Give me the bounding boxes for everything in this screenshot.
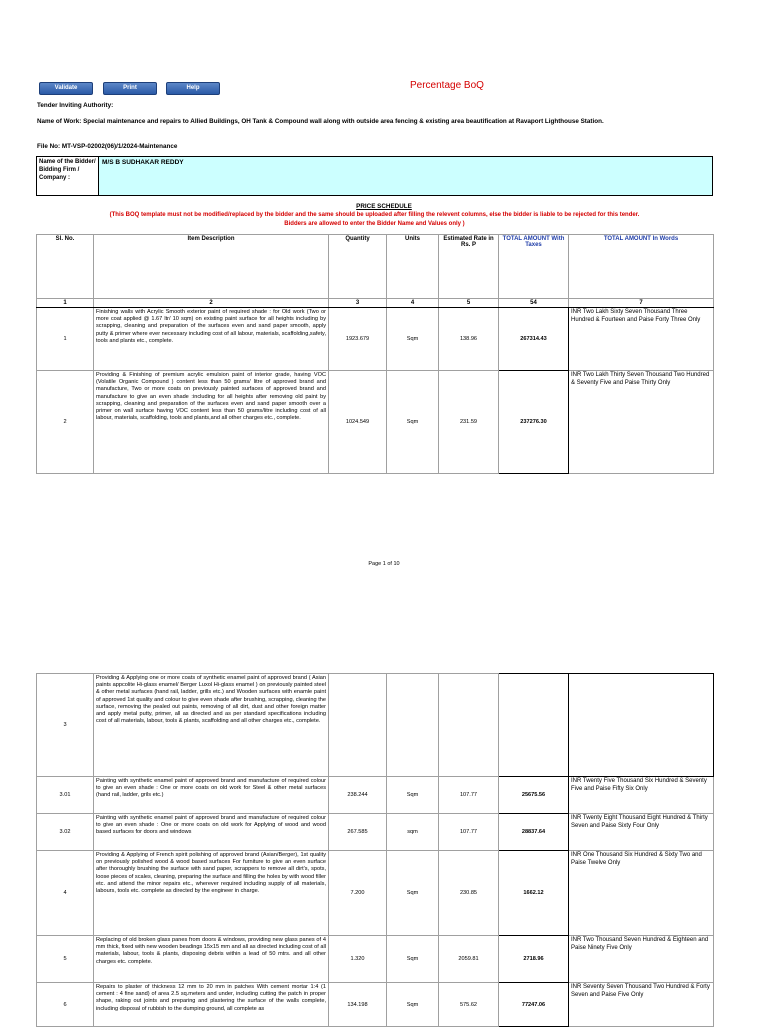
total-amount-cell: 267314.43 — [499, 308, 569, 371]
amount-words-cell: INR Two Lakh Sixty Seven Thousand Three Hundred & Fourteen and Paise Forty Three Only — [569, 308, 714, 371]
sl-cell: 3 — [37, 674, 94, 777]
table-row — [37, 814, 714, 851]
total-amount-cell: 1662.12 — [499, 851, 569, 936]
col-words-header: TOTAL AMOUNT In Words — [569, 235, 714, 299]
total-amount-cell: 28837.64 — [499, 814, 569, 851]
sl-cell: 3.02 — [37, 814, 94, 851]
qty-cell: 1923.679 — [329, 308, 387, 371]
table-row — [37, 983, 714, 1027]
col-qty-header: Quantity — [329, 235, 387, 299]
desc-cell: Painting with synthetic enamel paint of approved brand and manufacture of required colour to give an even shade : One or more coats on old work for Applying of wood and wood based surfaces for doors and windows — [94, 814, 329, 851]
units-cell: sqm — [387, 814, 439, 851]
bidder-label: Name of the Bidder/ Bidding Firm / Company : — [37, 157, 99, 195]
amount-words-cell — [569, 674, 714, 777]
col-number: 1 — [37, 299, 94, 308]
units-cell: Sqm — [387, 371, 439, 474]
qty-cell — [329, 674, 387, 777]
col-number: 4 — [387, 299, 439, 308]
amount-words-cell: INR Twenty Five Thousand Six Hundred & Seventy Five and Paise Fifty Six Only — [569, 777, 714, 814]
amount-words-cell: INR One Thousand Six Hundred & Sixty Two and Paise Twelve Only — [569, 851, 714, 936]
validate-button[interactable]: Validate — [39, 82, 93, 95]
price-schedule-note — [36, 211, 713, 229]
table-row — [37, 777, 714, 814]
sl-cell: 4 — [37, 851, 94, 936]
total-amount-cell: 77247.06 — [499, 983, 569, 1027]
rate-cell: 107.77 — [439, 777, 499, 814]
header-row — [37, 235, 714, 299]
document-title: Percentage BoQ — [410, 80, 484, 91]
column-number-row — [37, 299, 714, 308]
col-number: 7 — [569, 299, 714, 308]
rate-cell: 2059.81 — [439, 936, 499, 983]
sl-cell: 1 — [37, 308, 94, 371]
col-number: 54 — [499, 299, 569, 308]
price-schedule-note-line2: Bidders are allowed to enter the Bidder Name and Values only ) — [284, 221, 465, 227]
rate-cell: 231.59 — [439, 371, 499, 474]
qty-cell: 1024.549 — [329, 371, 387, 474]
total-amount-cell: 25675.56 — [499, 777, 569, 814]
tender-authority: Tender Inviting Authority: — [37, 102, 114, 109]
sl-cell: 3.01 — [37, 777, 94, 814]
table-row — [37, 851, 714, 936]
col-number: 3 — [329, 299, 387, 308]
desc-cell: Painting with synthetic enamel paint of approved brand and manufacture of required colour to give an even shade : One or more coats on old work for Steel & other metal surfaces (hand rail, ladder, grils etc.) — [94, 777, 329, 814]
sl-cell: 5 — [37, 936, 94, 983]
units-cell: Sqm — [387, 308, 439, 371]
price-schedule-note-line1: (This BOQ template must not be modified/replaced by the bidder and the same should be uploaded after filling the relevent columns, else the bidder is liable to be rejected for this tender. — [109, 212, 640, 218]
rate-cell: 575.62 — [439, 983, 499, 1027]
desc-cell: Providing & Applying of French spirit polishing of approved brand (Asian/Berger), 1st quality on previously polished wood & wood based surfaces For furniture to give an even surface after thoroughly brushing the surface with sand paper, scrappers to remove all dirt's, spots, loose pieces of scales, cleaning, preparing the surface and filling the holes by with wood filler etc. and attend the minor repairs etc., wherever required including supply of all materials, labours, tools etc. complete as directed by the engineer in charge. — [94, 851, 329, 936]
total-amount-cell — [499, 674, 569, 777]
name-of-work: Name of Work: Special maintenance and repairs to Allied Buildings, OH Tank & Compound wall along with outside area fencing & existing area beautification at Ravaport Lighthouse Station. — [37, 118, 604, 125]
page-footer: Page 1 of 10 — [368, 561, 400, 567]
amount-words-cell: INR Seventy Seven Thousand Two Hundred & Forty Seven and Paise Five Only — [569, 983, 714, 1027]
units-cell: Sqm — [387, 936, 439, 983]
bidder-box — [36, 156, 713, 196]
boq-table-page2 — [36, 673, 714, 1027]
boq-table-page1 — [36, 234, 714, 474]
table-row — [37, 308, 714, 371]
rate-cell: 230.85 — [439, 851, 499, 936]
col-number: 5 — [439, 299, 499, 308]
help-button[interactable]: Help — [166, 82, 220, 95]
desc-cell: Replacing of old broken glass panes from doors & windows, providing new glass panes of 4 mm thick, fixed with new wooden beadings 15x15 mm and all as directed including cost of all materials, labour, tools & plants, disposing debris within a lead of 50 mtrs. and all other charges etc. complete. — [94, 936, 329, 983]
rate-cell — [439, 674, 499, 777]
price-schedule-title: PRICE SCHEDULE — [356, 203, 412, 210]
col-desc-header: Item Description — [94, 235, 329, 299]
units-cell: Sqm — [387, 777, 439, 814]
table-row — [37, 674, 714, 777]
col-total-header: TOTAL AMOUNT With Taxes — [499, 235, 569, 299]
total-amount-cell: 237276.30 — [499, 371, 569, 474]
amount-words-cell: INR Two Lakh Thirty Seven Thousand Two Hundred & Seventy Five and Paise Thirty Only — [569, 371, 714, 474]
desc-cell: Repairs to plaster of thickness 12 mm to 20 mm in patches With cement mortar 1:4 (1 cement : 4 fine sand) of area 2.5 sq.meters and under, including cutting the patch in proper shape, raking out joints and preparing and plastering the surface of the walls complete, including disposal of rubbish to the dumping ground, all complete as — [94, 983, 329, 1027]
qty-cell: 238.244 — [329, 777, 387, 814]
units-cell: Sqm — [387, 851, 439, 936]
units-cell: Sqm — [387, 983, 439, 1027]
table-row — [37, 936, 714, 983]
units-cell — [387, 674, 439, 777]
amount-words-cell: INR Twenty Eight Thousand Eight Hundred & Thirty Seven and Paise Sixty Four Only — [569, 814, 714, 851]
sl-cell: 6 — [37, 983, 94, 1027]
table-row — [37, 371, 714, 474]
rate-cell: 138.96 — [439, 308, 499, 371]
print-button[interactable]: Print — [103, 82, 157, 95]
rate-cell: 107.77 — [439, 814, 499, 851]
desc-cell: Finishing walls with Acrylic Smooth exterior paint of required shade : for Old work (Two or more coat applied @ 1.67 ltr/ 10 sqm) on existing paint surface for all heights including by scrapping, cleaning and preparation of the surfaces even and sand paper smooth, apply putty & primer where ever necessary including cost of all labour, materials, scaffolding,safety, tools and plants etc., complete. — [94, 308, 329, 371]
file-number: File No: MT-VSP-02002(06)/1/2024-Maintenance — [37, 143, 178, 150]
col-sl-header: Sl. No. — [37, 235, 94, 299]
total-amount-cell: 2718.96 — [499, 936, 569, 983]
desc-cell: Providing & Applying one or more coats of synthetic enamel paint of approved brand ( Asian paints appcolite Hi-glass enamel/ Berger Luxol Hi-glass enamel ) on previously painted steel & other metal surfaces (hand rail, ladder, grills etc.) and Wooden surfaces with enamle paint of approved 1st quality and colour to give even shade after brushing, scrapping, cleaning the surface, removing the pealed out paints, removing of all dirt, dust and other foreign matter and apply metal putty, primer, all as directed and as per standard specifications including cost of all materials, labour, tools & plants, scaffolding and all other charges etc., complete. — [94, 674, 329, 777]
qty-cell: 134.198 — [329, 983, 387, 1027]
desc-cell: Providing & Finishing of premium acrylic emulsion paint of interior grade, having VOC (Volatile Organic Compound ) content less than 50 grams/ litre of approved brand and manufacture, Two or more coats on previously painted surfaces of approved brand and manufacture to give an even shade :including for all heights after removing old paint by scrapping, cleaning and preparation of the surfaces even and sand paper smooth over a primer on wall surface having VOC content less than 50 grams/litre including cost of all labour, materials, scaffolding, tools and plants,and all other charges etc., complete. — [94, 371, 329, 474]
col-units-header: Units — [387, 235, 439, 299]
sl-cell: 2 — [37, 371, 94, 474]
amount-words-cell: INR Two Thousand Seven Hundred & Eighteen and Paise Ninety Five Only — [569, 936, 714, 983]
col-rate-header: Estimated Rate in Rs. P — [439, 235, 499, 299]
col-number: 2 — [94, 299, 329, 308]
bidder-name-field[interactable]: M/S B SUDHAKAR REDDY — [99, 157, 712, 195]
qty-cell: 7.200 — [329, 851, 387, 936]
qty-cell: 267.585 — [329, 814, 387, 851]
qty-cell: 1.320 — [329, 936, 387, 983]
